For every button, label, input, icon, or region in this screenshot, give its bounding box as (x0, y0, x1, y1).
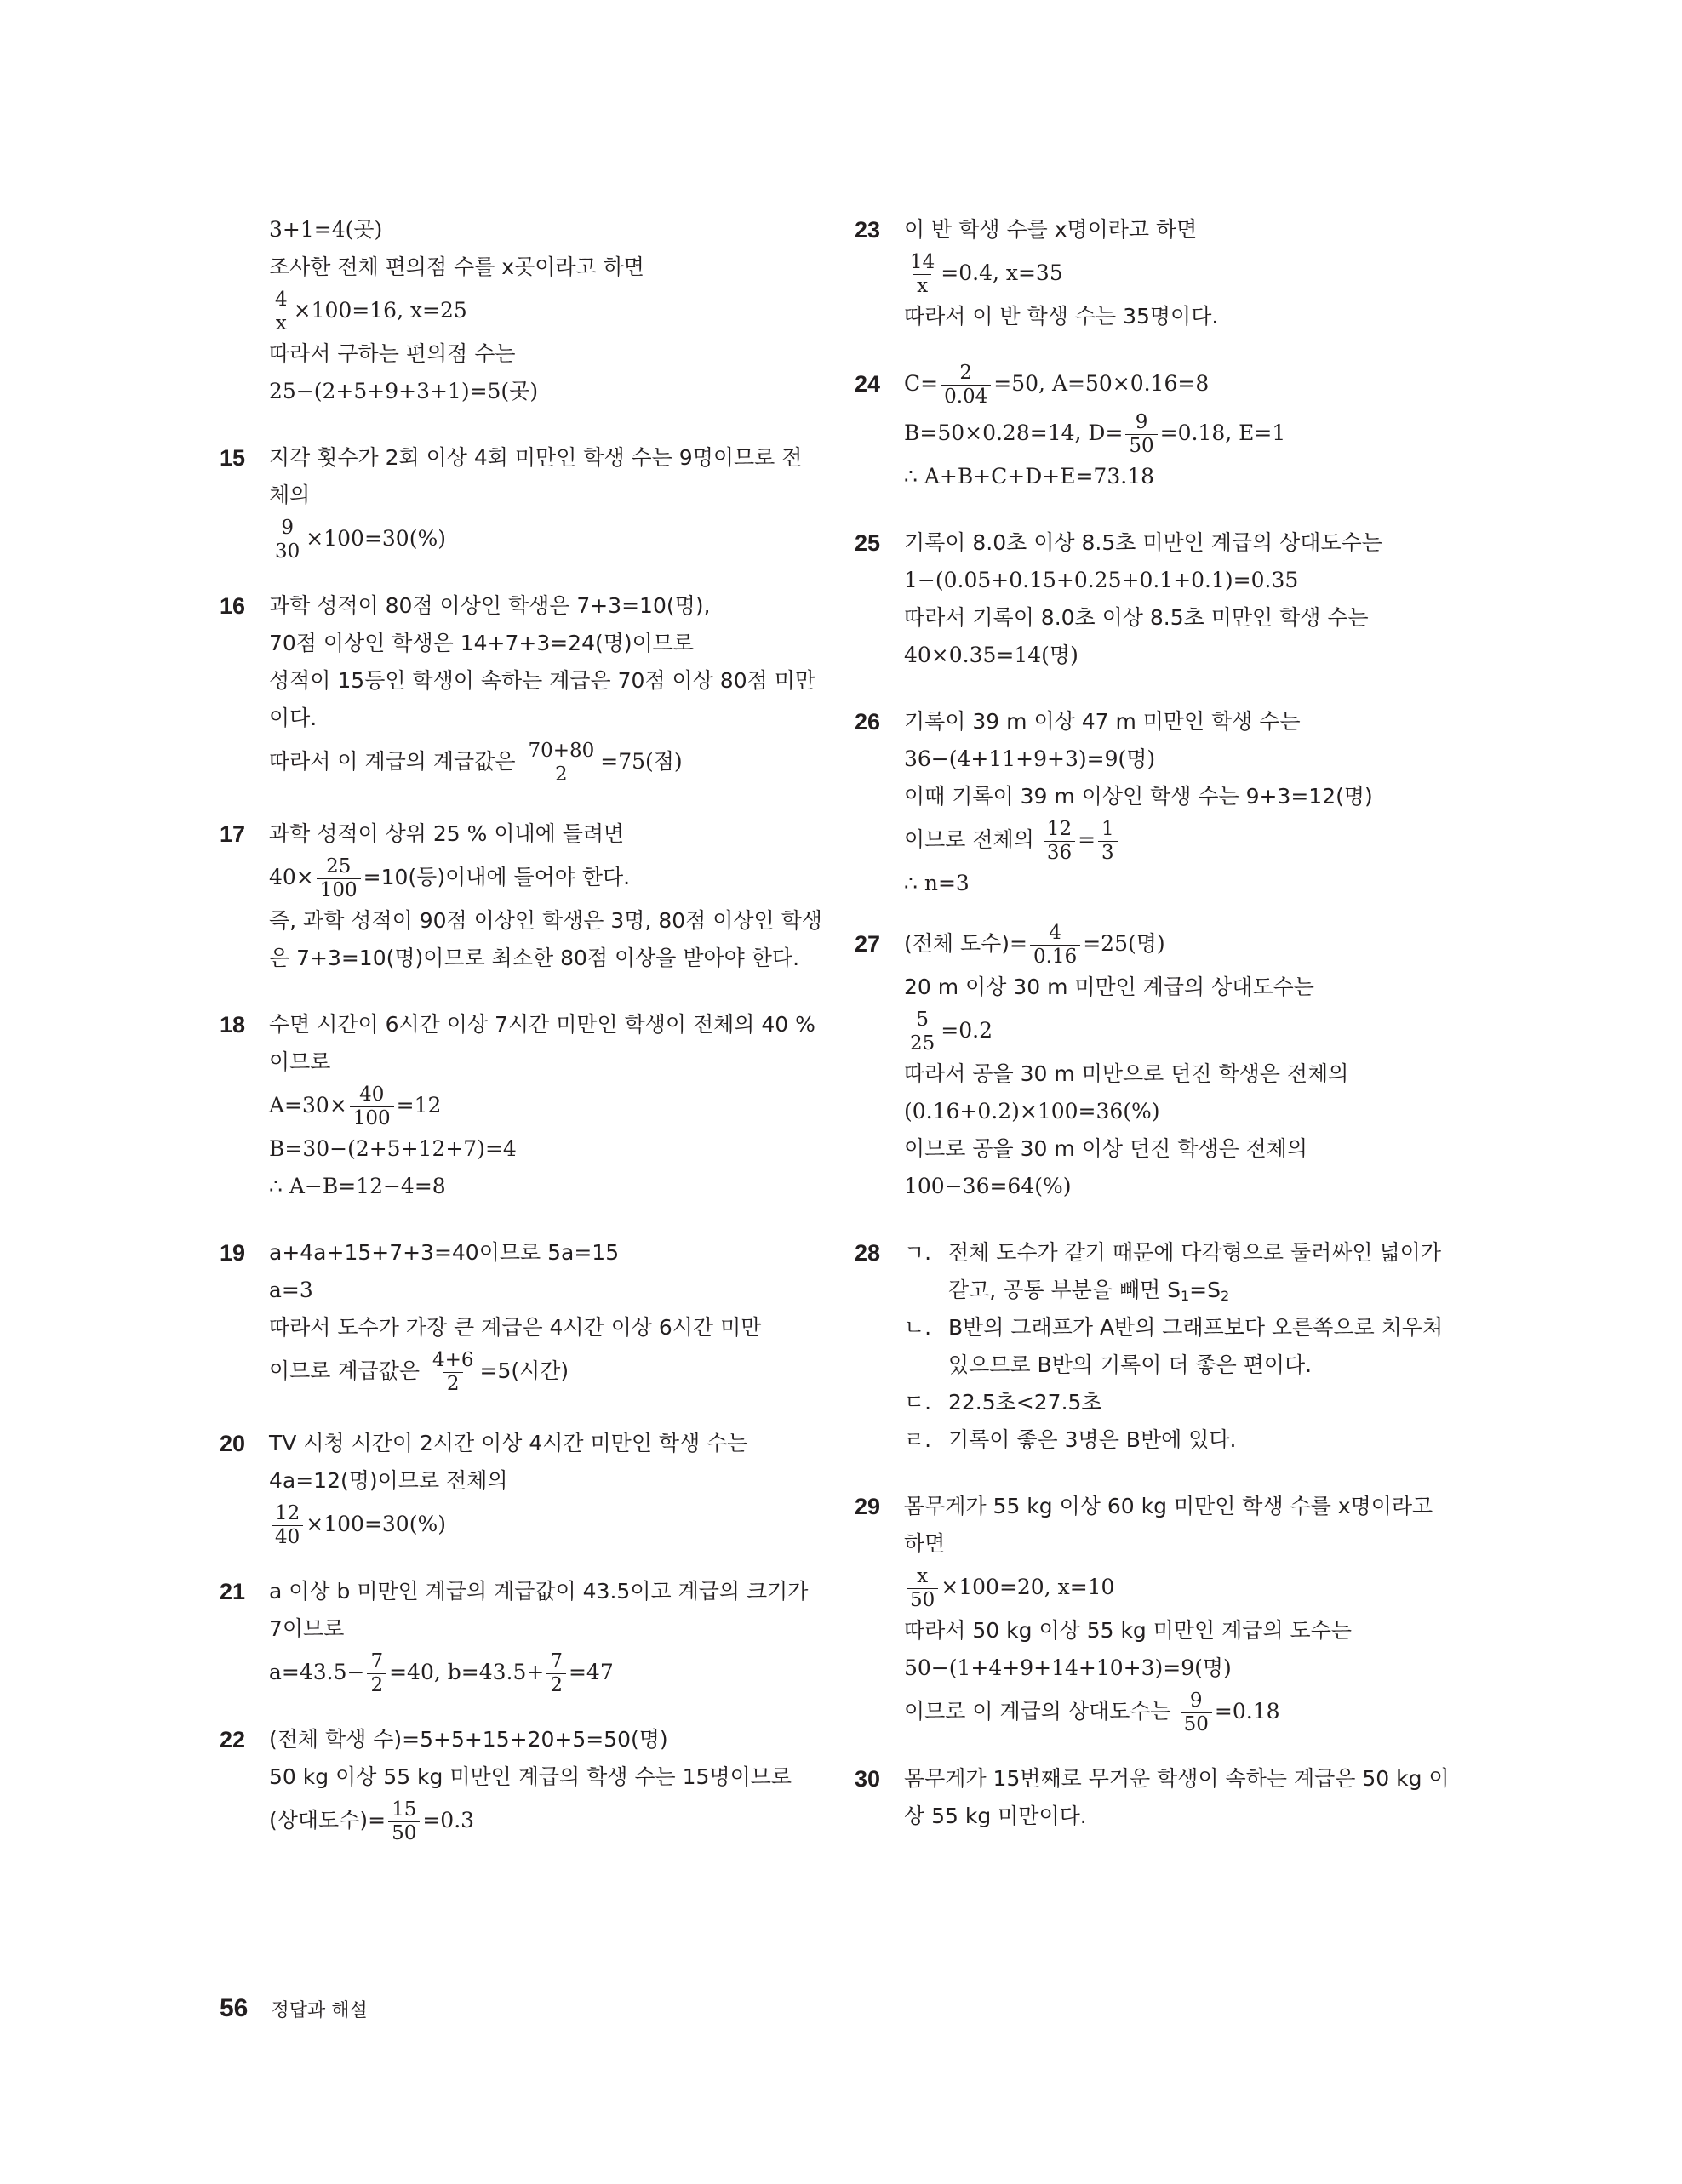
problem-17 (220, 815, 822, 977)
line: a=3 (269, 1278, 313, 1302)
item-marker: ㄱ. (904, 1240, 932, 1265)
equation: a=43.5− $\frac{7}{2}$ =40, b=43.5+ $\frac{7}{2}$ =47 (269, 1650, 614, 1696)
line: 있으므로 B반의 기록이 더 좋은 편이다. (948, 1352, 1313, 1377)
line: 따라서 기록이 8.0초 이상 8.5초 미만인 학생 수는 (904, 605, 1369, 630)
fraction: $\frac{7}{2}$ (546, 1652, 566, 1695)
list-item (904, 1384, 1442, 1421)
equation: 40× $\frac{25}{100}$ =10(등)이내에 들어야 한다. (269, 855, 631, 901)
problem-number: 30 (855, 1766, 881, 1792)
fraction: $\frac{4}{0.16}$ (1030, 923, 1080, 967)
fraction: $\frac{12}{36}$ (1044, 820, 1075, 863)
list-item (904, 1421, 1442, 1459)
line: 이때 기록이 39 m 이상인 학생 수는 9+3=12(명) (904, 784, 1373, 809)
line: 3+1=4(곳) (269, 217, 383, 242)
line: 50 kg 이상 55 kg 미만인 계급의 학생 수는 15명이므로 (269, 1764, 792, 1789)
fraction: $\frac{1}{3}$ (1098, 820, 1118, 863)
problem-number: 17 (220, 821, 246, 847)
line: 따라서 50 kg 이상 55 kg 미만인 계급의 도수는 (904, 1618, 1352, 1643)
fraction: $\frac{12}{40}$ (272, 1504, 303, 1547)
problem-26 (855, 703, 1442, 902)
fraction: $\frac{14}{x}$ (910, 251, 935, 297)
line: 22.5초<27.5초 (948, 1390, 1102, 1415)
problem-number: 18 (220, 1012, 246, 1038)
line: 몸무게가 15번째로 무거운 학생이 속하는 계급은 50 kg 이 (904, 1766, 1450, 1791)
fraction: $\frac{x}{50}$ (907, 1567, 938, 1610)
line: ∴ A+B+C+D+E=73.18 (904, 464, 1155, 489)
line: 20 m 이상 30 m 미만인 계급의 상대도수는 (904, 975, 1314, 999)
fraction: $\frac{70+80}{2}$ (528, 739, 595, 786)
page-number: 56 (220, 1994, 249, 2022)
problem-number: 27 (855, 931, 881, 957)
equation: (상대도수)= $\frac{15}{50}$ =0.3 (269, 1798, 475, 1844)
problem-28 (855, 1234, 1442, 1459)
equation: A=30× $\frac{40}{100}$ =12 (269, 1083, 442, 1129)
footer-label: 정답과 해설 (271, 2000, 368, 2021)
problem-29 (855, 1488, 1442, 1736)
line: 36−(4+11+9+3)=9(명) (904, 746, 1156, 771)
line: a+4a+15+7+3=40이므로 5a=15 (269, 1240, 620, 1265)
fraction: $\frac{2}{0.04}$ (941, 363, 991, 407)
problem-number: 21 (220, 1579, 246, 1604)
line: 전체 도수가 같기 때문에 다각형으로 둘러싸인 넓이가 (948, 1240, 1441, 1265)
problem-20 (220, 1425, 798, 1549)
line: (0.16+0.2)×100=36(%) (904, 1099, 1160, 1123)
line: 과학 성적이 80점 이상인 학생은 7+3=10(명), (269, 593, 711, 618)
line: 이므로 (269, 1049, 331, 1074)
line: B=30−(2+5+12+7)=4 (269, 1136, 517, 1161)
equation: B=50×0.28=14, D= $\frac{9}{50}$ =0.18, E=1 (904, 411, 1286, 457)
line: 같고, 공통 부분을 빼면 $S_1=S_2$ (948, 1278, 1230, 1304)
equation: $\frac{12}{40}$ ×100=30(%) (269, 1500, 798, 1549)
fraction: $\frac{4}{x}$ (272, 290, 291, 334)
line: 과학 성적이 상위 25 % 이내에 들려면 (269, 821, 625, 846)
problem-14-continuation (220, 211, 798, 410)
line: 25−(2+5+9+3+1)=5(곳) (269, 379, 539, 403)
problem-27 (855, 919, 1442, 1205)
problem-number: 20 (220, 1431, 246, 1456)
line: 이다. (269, 706, 318, 730)
problem-22 (220, 1721, 798, 1845)
line: 4a=12(명)이므로 전체의 (269, 1468, 508, 1493)
fraction: $\frac{9}{50}$ (1125, 413, 1157, 456)
line: TV 시청 시간이 2시간 이상 4시간 미만인 학생 수는 (269, 1431, 748, 1455)
line: 상 55 kg 미만이다. (904, 1804, 1087, 1828)
problem-number: 16 (220, 593, 246, 619)
problem-number: 15 (220, 445, 246, 471)
problem-number: 25 (855, 530, 881, 556)
fraction: $\frac{15}{50}$ (388, 1800, 420, 1844)
line: 이므로 공을 30 m 이상 던진 학생은 전체의 (904, 1136, 1308, 1161)
problem-19 (220, 1234, 798, 1396)
line: 50−(1+4+9+14+10+3)=9(명) (904, 1655, 1232, 1680)
line: 체의 (269, 483, 311, 507)
line: 기록이 좋은 3명은 B반에 있다. (948, 1427, 1237, 1452)
line: 40×0.35=14(명) (904, 643, 1078, 667)
equation: C= $\frac{2}{0.04}$ =50, A=50×0.16=8 (904, 362, 1210, 408)
problem-15 (220, 439, 803, 563)
line: ∴ n=3 (904, 871, 970, 895)
problem-number: 23 (855, 217, 881, 243)
fraction: $\frac{7}{2}$ (367, 1652, 386, 1695)
item-marker: ㄴ. (904, 1315, 932, 1340)
fraction: $\frac{5}{25}$ (907, 1010, 938, 1054)
line: 따라서 이 반 학생 수는 35명이다. (904, 304, 1219, 329)
item-marker: ㄹ. (904, 1427, 932, 1452)
fraction: $\frac{25}{100}$ (317, 857, 361, 900)
line: (전체 학생 수)=5+5+15+20+5=50(명) (269, 1727, 668, 1752)
problem-18 (220, 1006, 815, 1205)
equation: $\frac{5}{25}$ =0.2 (904, 1006, 1442, 1055)
line: 기록이 39 m 이상 47 m 미만인 학생 수는 (904, 709, 1301, 734)
line: 100−36=64(%) (904, 1174, 1072, 1198)
list-item (904, 1234, 1442, 1309)
problem-number: 19 (220, 1240, 246, 1266)
equation: 따라서 이 계급의 계급값은 $\frac{70+80}{2}$ =75(점) (269, 739, 683, 786)
line: 이 반 학생 수를 x명이라고 하면 (904, 217, 1198, 242)
line: 따라서 도수가 가장 큰 계급은 4시간 이상 6시간 미만 (269, 1315, 762, 1340)
problem-16 (220, 587, 816, 786)
line: 즉, 과학 성적이 90점 이상인 학생은 3명, 80점 이상인 학생 (269, 908, 822, 933)
line: B반의 그래프가 A반의 그래프보다 오른쪽으로 치우쳐 (948, 1315, 1444, 1340)
line: 은 7+3=10(명)이므로 최소한 80점 이상을 받아야 한다. (269, 946, 800, 970)
line: 조사한 전체 편의점 수를 x곳이라고 하면 (269, 254, 644, 279)
equation: 이므로 이 계급의 상대도수는 $\frac{9}{50}$ =0.18 (904, 1689, 1280, 1735)
line: 따라서 공을 30 m 미만으로 던진 학생은 전체의 (904, 1061, 1349, 1086)
problem-number: 28 (855, 1240, 881, 1266)
line: a 이상 b 미만인 계급의 계급값이 43.5이고 계급의 크기가 (269, 1579, 809, 1604)
line: 1−(0.05+0.15+0.25+0.1+0.1)=0.35 (904, 568, 1299, 592)
problem-30 (855, 1760, 1450, 1835)
page-footer (220, 1992, 368, 2026)
line: 하면 (904, 1531, 946, 1556)
problem-number: 29 (855, 1494, 881, 1519)
item-marker: ㄷ. (904, 1390, 932, 1415)
equation: 이므로 전체의 $\frac{12}{36}$ = $\frac{1}{3}$ (904, 815, 1442, 865)
equation: $\frac{x}{50}$ ×100=20, x=10 (904, 1563, 1442, 1612)
line: 7이므로 (269, 1616, 345, 1641)
line: 성적이 15등인 학생이 속하는 계급은 70점 이상 80점 미만 (269, 668, 816, 693)
fraction: $\frac{4+6}{2}$ (432, 1348, 474, 1395)
equation: $\frac{14}{x}$ =0.4, x=35 (904, 249, 1442, 298)
equation: $\frac{9}{30}$ ×100=30(%) (269, 514, 798, 563)
line: 따라서 구하는 편의점 수는 (269, 341, 516, 366)
problem-24 (855, 359, 1442, 495)
fraction: $\frac{9}{30}$ (272, 518, 303, 562)
problem-number: 26 (855, 709, 881, 735)
equation: $\frac{4}{x}$ ×100=16, x=25 (269, 286, 798, 335)
list-item (904, 1309, 1442, 1384)
line: 수면 시간이 6시간 이상 7시간 미만인 학생이 전체의 40 % (269, 1012, 815, 1037)
line: ∴ A−B=12−4=8 (269, 1174, 446, 1198)
line: 몸무게가 55 kg 이상 60 kg 미만인 학생 수를 x명이라고 (904, 1494, 1433, 1518)
line: 70점 이상인 학생은 14+7+3=24(명)이므로 (269, 631, 695, 655)
problem-number: 24 (855, 371, 881, 397)
fraction: $\frac{40}{100}$ (350, 1085, 394, 1129)
equation: 이므로 계급값은 $\frac{4+6}{2}$ =5(시간) (269, 1348, 569, 1395)
equation: (전체 도수)= $\frac{4}{0.16}$ =25(명) (904, 921, 1165, 968)
problem-23 (855, 211, 1442, 335)
left-column (220, 211, 822, 1845)
right-column (855, 211, 1450, 1835)
problem-25 (855, 524, 1442, 674)
problem-number: 22 (220, 1727, 246, 1752)
line: 지각 횟수가 2회 이상 4회 미만인 학생 수는 9명이므로 전 (269, 445, 803, 470)
line: 기록이 8.0초 이상 8.5초 미만인 계급의 상대도수는 (904, 530, 1382, 555)
fraction: $\frac{9}{50}$ (1181, 1691, 1212, 1735)
problem-21 (220, 1573, 809, 1697)
